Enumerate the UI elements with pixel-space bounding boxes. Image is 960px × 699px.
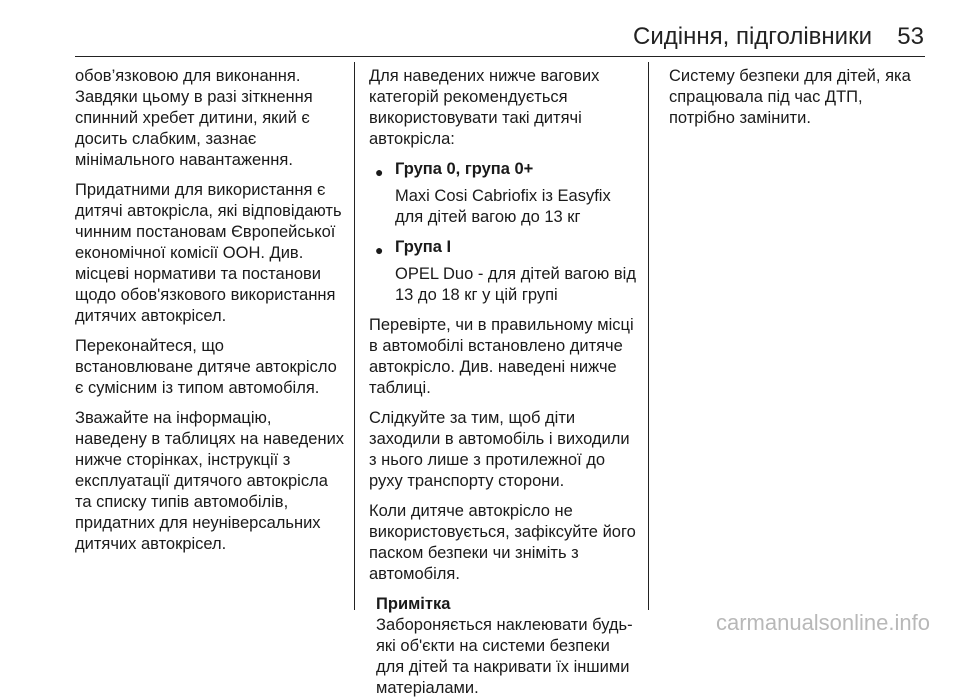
text-column-2	[369, 66, 639, 699]
bullet-description: OPEL Duo - для дітей вагою від 13 до 18 кг у цій групі	[395, 265, 636, 304]
page-number: 53	[897, 23, 924, 50]
watermark-text: carmanualsonline.info	[715, 610, 930, 635]
note-box	[369, 594, 639, 699]
header-divider	[75, 56, 925, 57]
page-title: Сидіння, підголівники	[633, 23, 872, 50]
note-text: Забороняється наклеювати будь-які об'єкти на системи безпеки для дітей та накривати їх іншими матеріалами.	[376, 616, 633, 697]
intro-paragraph: Для наведених нижче вагових категорій рекомендується використовувати такі дитячі автокрісла:	[369, 67, 600, 148]
bullet-icon: ●	[375, 164, 384, 180]
column-divider-2	[648, 62, 649, 610]
page-header	[0, 0, 960, 48]
bullet-title: Група 0, група 0+	[395, 160, 534, 178]
paragraph: Систему безпеки для дітей, яка спрацювала під час ДТП, потрібно замінити.	[669, 67, 911, 127]
paragraph: Слідкуйте за тим, щоб діти заходили в автомобіль і виходили з нього лише з протилежної до руху транспорту сторони.	[369, 409, 630, 490]
bullet-item	[369, 159, 639, 228]
paragraph: Перевірте, чи в правильному місці в автомобілі встановлено дитяче автокрісло. Див. наведені нижче таблиці.	[369, 316, 634, 397]
text-column-1	[75, 66, 345, 564]
paragraph: Коли дитяче автокрісло не використовується, зафіксуйте його паском безпеки чи зніміть з автомобіля.	[369, 502, 636, 583]
bullet-icon: ●	[375, 242, 384, 258]
bullet-title: Група I	[395, 238, 452, 256]
bullet-description: Maxi Cosi Cabriofix із Easyfix для дітей вагою до 13 кг	[395, 187, 611, 226]
paragraph: Придатними для використання є дитячі автокрісла, які відповідають чинним постановам Європейської економічної комісії ООН. Див. місцеві нормативи та постанови щодо обов'язкового використання дитячих автокрісел.	[75, 181, 342, 325]
column-divider-1	[354, 62, 355, 610]
paragraph: Зважайте на інформацію, наведену в таблицях на наведених нижче сторінках, інструкції з експлуатації дитячого автокрісла та списку типів автомобілів, придатних для неуніверсальних дитячих автокрісел.	[75, 409, 345, 553]
paragraph: обов’язковою для виконання. Завдяки цьому в разі зіткнення спинний хребет дитини, який є досить слабким, зазнає мінімального навантаження.	[75, 67, 313, 169]
bullet-item	[369, 237, 639, 306]
note-title: Примітка	[376, 595, 451, 613]
paragraph: Переконайтеся, що встановлюване дитяче автокрісло є сумісним із типом автомобіля.	[75, 337, 337, 397]
text-column-3	[669, 66, 929, 138]
